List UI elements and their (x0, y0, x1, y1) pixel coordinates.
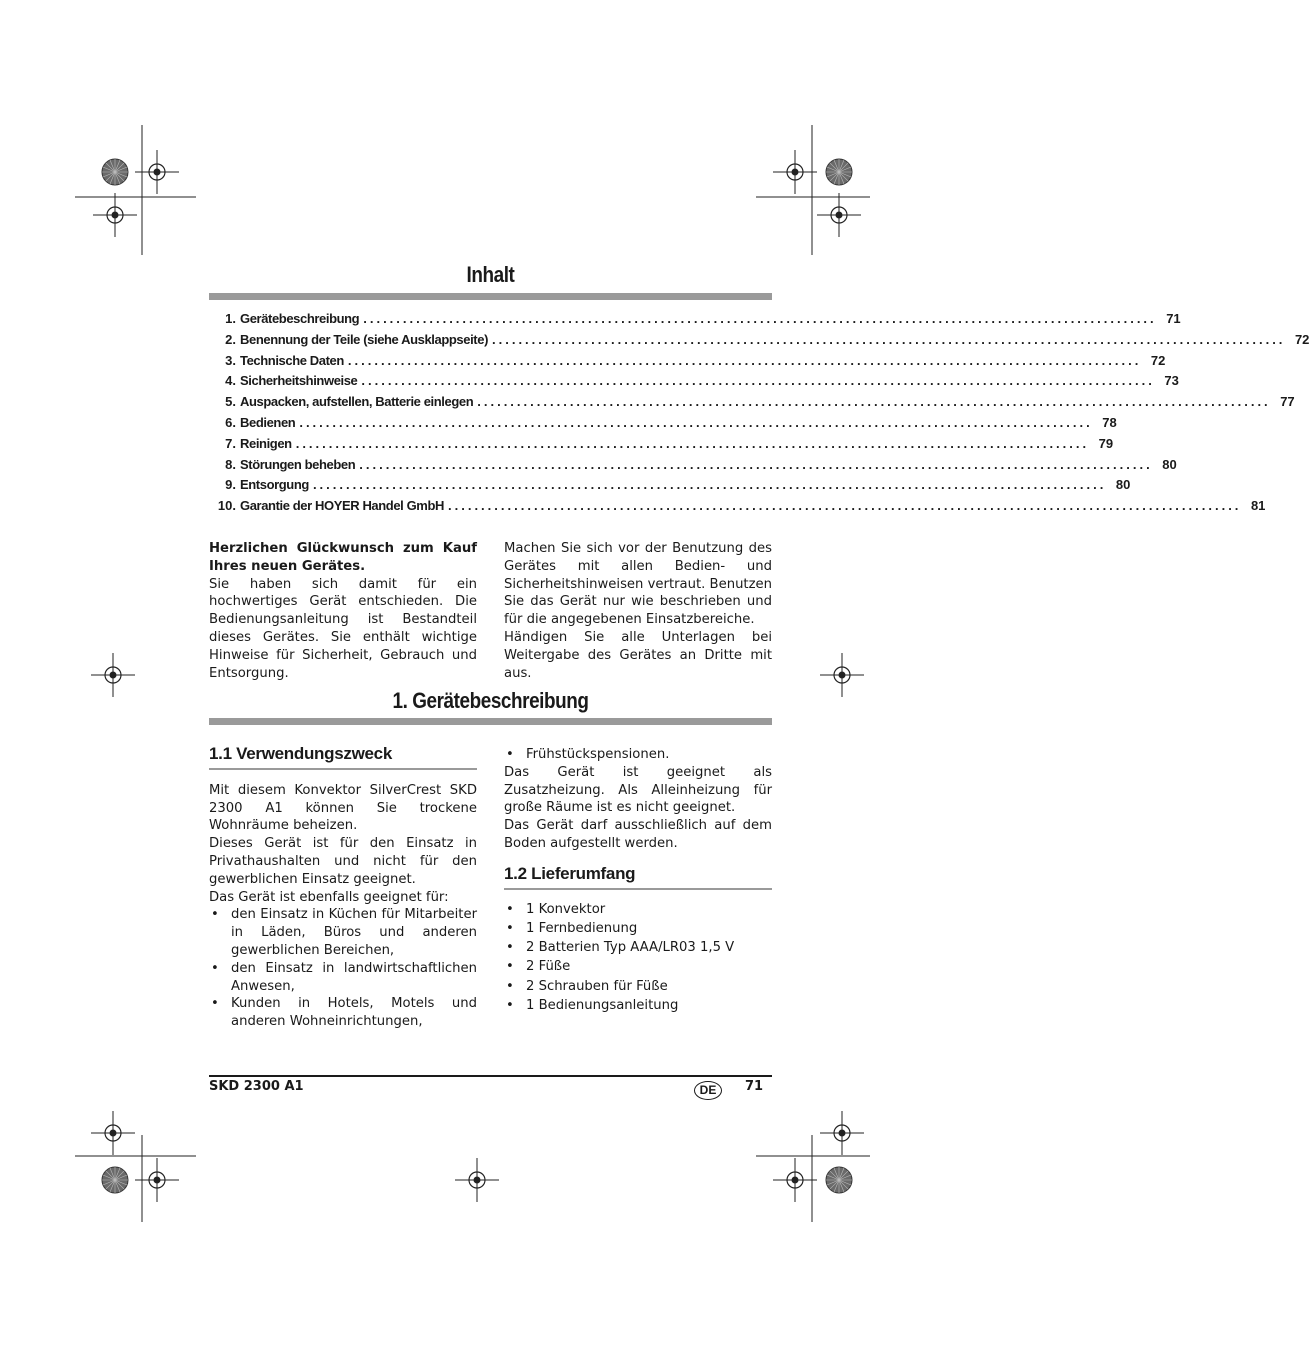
toc-entry[interactable]: 6. Bedienen ........................................................................................................................ 78 (225, 414, 1117, 430)
toc-entry-title: Garantie der HOYER Handel GmbH (240, 498, 444, 514)
section-title: 1. Gerätebeschreibung (392, 688, 589, 713)
toc-leader: ........................................................................................................................ (448, 498, 1242, 514)
toc-leader: ........................................................................................................................ (477, 394, 1271, 410)
toc-entry-title: Reinigen (240, 435, 292, 451)
toc-entry-page: 73 (1164, 373, 1179, 389)
toc-title-rule (209, 293, 772, 300)
toc-leader: ........................................................................................................................ (299, 414, 1093, 430)
registration-mark-bottom-center (455, 1158, 499, 1202)
footer-rule (209, 1075, 772, 1077)
table-of-contents (209, 311, 1309, 519)
toc-entry[interactable]: 9. Entsorgung ........................................................................................................................ 80 (225, 477, 1131, 493)
usage-paragraph-1: Mit diesem Konvektor SilverCrest SKD 2300 A1 können Sie trockene Wohnräume beheizen. (209, 782, 477, 834)
intro-right-paragraph-1: Machen Sie sich vor der Benutzung des Gerätes mit allen Bedien- und Sicherheitshinweisen vertraut. Benutzen Sie das Gerät nur wie beschrieben und für die angegebenen Einsatzbereiche. (504, 541, 772, 628)
toc-leader: ........................................................................................................................ (492, 331, 1286, 347)
toc-entry[interactable]: 10. Garantie der HOYER Handel GmbH ........................................................................................................................ 81 (217, 498, 1266, 514)
toc-leader: ........................................................................................................................ (312, 477, 1107, 493)
toc-entry-page: 72 (1294, 331, 1309, 347)
list-item: • Kunden in Hotels, Motels und anderen Wohneinrichtungen, (209, 995, 477, 1031)
usage-paragraph-5: Das Gerät darf ausschließlich auf dem Boden aufgestellt werden. (504, 818, 772, 851)
toc-entry-title: Benennung der Teile (siehe Ausklappseite) (240, 331, 488, 347)
registration-mark-mid-right (820, 653, 864, 697)
toc-entry-page: 80 (1115, 477, 1131, 493)
registration-mark-top-right (756, 125, 870, 255)
section-right-column (504, 746, 772, 1015)
toc-entry-title: Sicherheitshinweise (240, 373, 358, 389)
toc-entry-page: 71 (1166, 311, 1181, 326)
toc-entry-page: 81 (1250, 498, 1266, 514)
toc-entry-title: Störungen beheben (240, 456, 356, 472)
toc-entry[interactable]: 4. Sicherheitshinweise ........................................................................................................................ 73 (225, 373, 1179, 389)
list-item: • 2 Schrauben für Füße (504, 977, 772, 996)
toc-leader: ........................................................................................................................ (295, 435, 1090, 451)
list-item: • 2 Batterien Typ AAA/LR03 1,5 V (504, 938, 772, 957)
toc-leader: ........................................................................................................................ (359, 456, 1153, 472)
list-item: • 2 Füße (504, 957, 772, 976)
section-title-rule (209, 718, 772, 725)
list-item: • 1 Fernbedienung (504, 919, 772, 938)
intro-left-column (209, 540, 477, 682)
toc-entry-title: Technische Daten (240, 352, 344, 368)
toc-entry-page: 72 (1150, 352, 1166, 368)
intro-right-column (504, 540, 772, 682)
toc-entry[interactable]: 3. Technische Daten ........................................................................................................................ 72 (225, 352, 1166, 368)
usage-bullet-list-continued (504, 746, 772, 764)
toc-entry-page: 80 (1162, 456, 1177, 472)
toc-entry[interactable]: 7. Reinigen ........................................................................................................................ 79 (225, 435, 1114, 451)
toc-entry[interactable]: 8. Störungen beheben ........................................................................................................................ 80 (225, 456, 1177, 472)
list-item: • 1 Konvektor (504, 900, 772, 919)
toc-entry-page: 78 (1102, 414, 1117, 430)
section-left-column (209, 745, 477, 1031)
list-item: • 1 Bedienungsanleitung (504, 996, 772, 1015)
subsection-title-usage: 1.1 Verwendungszweck (209, 745, 477, 770)
usage-paragraph-3: Das Gerät ist ebenfalls geeignet für: (209, 889, 449, 905)
intro-right-paragraph-2: Händigen Sie alle Unterlagen bei Weitergabe des Gerätes an Dritte mit aus. (504, 629, 772, 681)
toc-leader: ........................................................................................................................ (363, 311, 1157, 326)
usage-bullet-list (209, 906, 477, 1031)
registration-mark-bottom-right (756, 1111, 870, 1222)
intro-heading: Herzlichen Glückwunsch zum Kauf Ihres neuen Gerätes. (209, 541, 477, 574)
toc-entry[interactable]: 5. Auspacken, aufstellen, Batterie einlegen ........................................................................................................................ 77 (225, 394, 1295, 410)
usage-paragraph-4: Das Gerät ist geeignet als Zusatzheizung. Als Alleinheizung für große Räume ist es nicht geeignet. (504, 764, 772, 816)
toc-entry-page: 77 (1280, 394, 1295, 410)
registration-mark-mid-left (91, 653, 135, 697)
toc-entry-title: Bedienen (240, 414, 296, 430)
page-number: 71 (745, 1079, 764, 1094)
toc-entry-title: Entsorgung (240, 477, 309, 493)
list-item: • den Einsatz in Küchen für Mitarbeiter in Läden, Büros und anderen gewerblichen Bereichen, (209, 906, 477, 959)
list-item: • den Einsatz in landwirtschaftlichen Anwesen, (209, 960, 477, 996)
toc-title: Inhalt (466, 262, 515, 287)
toc-entry-page: 79 (1098, 435, 1114, 451)
toc-entry[interactable]: 2. Benennung der Teile (siehe Ausklappseite) ........................................................................................................................ 72 (225, 331, 1309, 347)
toc-leader: ........................................................................................................................ (361, 373, 1155, 389)
subsection-title-scope: 1.2 Lieferumfang (504, 865, 772, 890)
toc-entry[interactable]: 1. Gerätebeschreibung ........................................................................................................................ 71 (225, 311, 1181, 326)
language-badge: DE (694, 1081, 722, 1100)
scope-of-delivery-list (504, 900, 772, 1016)
registration-mark-bottom-left (75, 1111, 196, 1222)
list-item: • Frühstückspensionen. (504, 746, 772, 764)
intro-left-text: Sie haben sich damit für ein hochwertiges Gerät entschieden. Die Bedienungsanleitung ist Bestandteil dieses Gerätes. Sie enthält wichtige Hinweise für Sicherheit, Gebrauch und Entsorgung. (209, 576, 477, 681)
toc-entry-title: Gerätebeschreibung (240, 311, 360, 326)
footer-model: SKD 2300 A1 (209, 1079, 304, 1094)
registration-mark-top-left (75, 125, 196, 255)
usage-paragraph-2: Dieses Gerät ist für den Einsatz in Privathaushalten und nicht für den gewerblichen Einsatz geeignet. (209, 836, 477, 887)
toc-leader: ........................................................................................................................ (347, 352, 1142, 368)
toc-entry-title: Auspacken, aufstellen, Batterie einlegen (240, 394, 474, 410)
